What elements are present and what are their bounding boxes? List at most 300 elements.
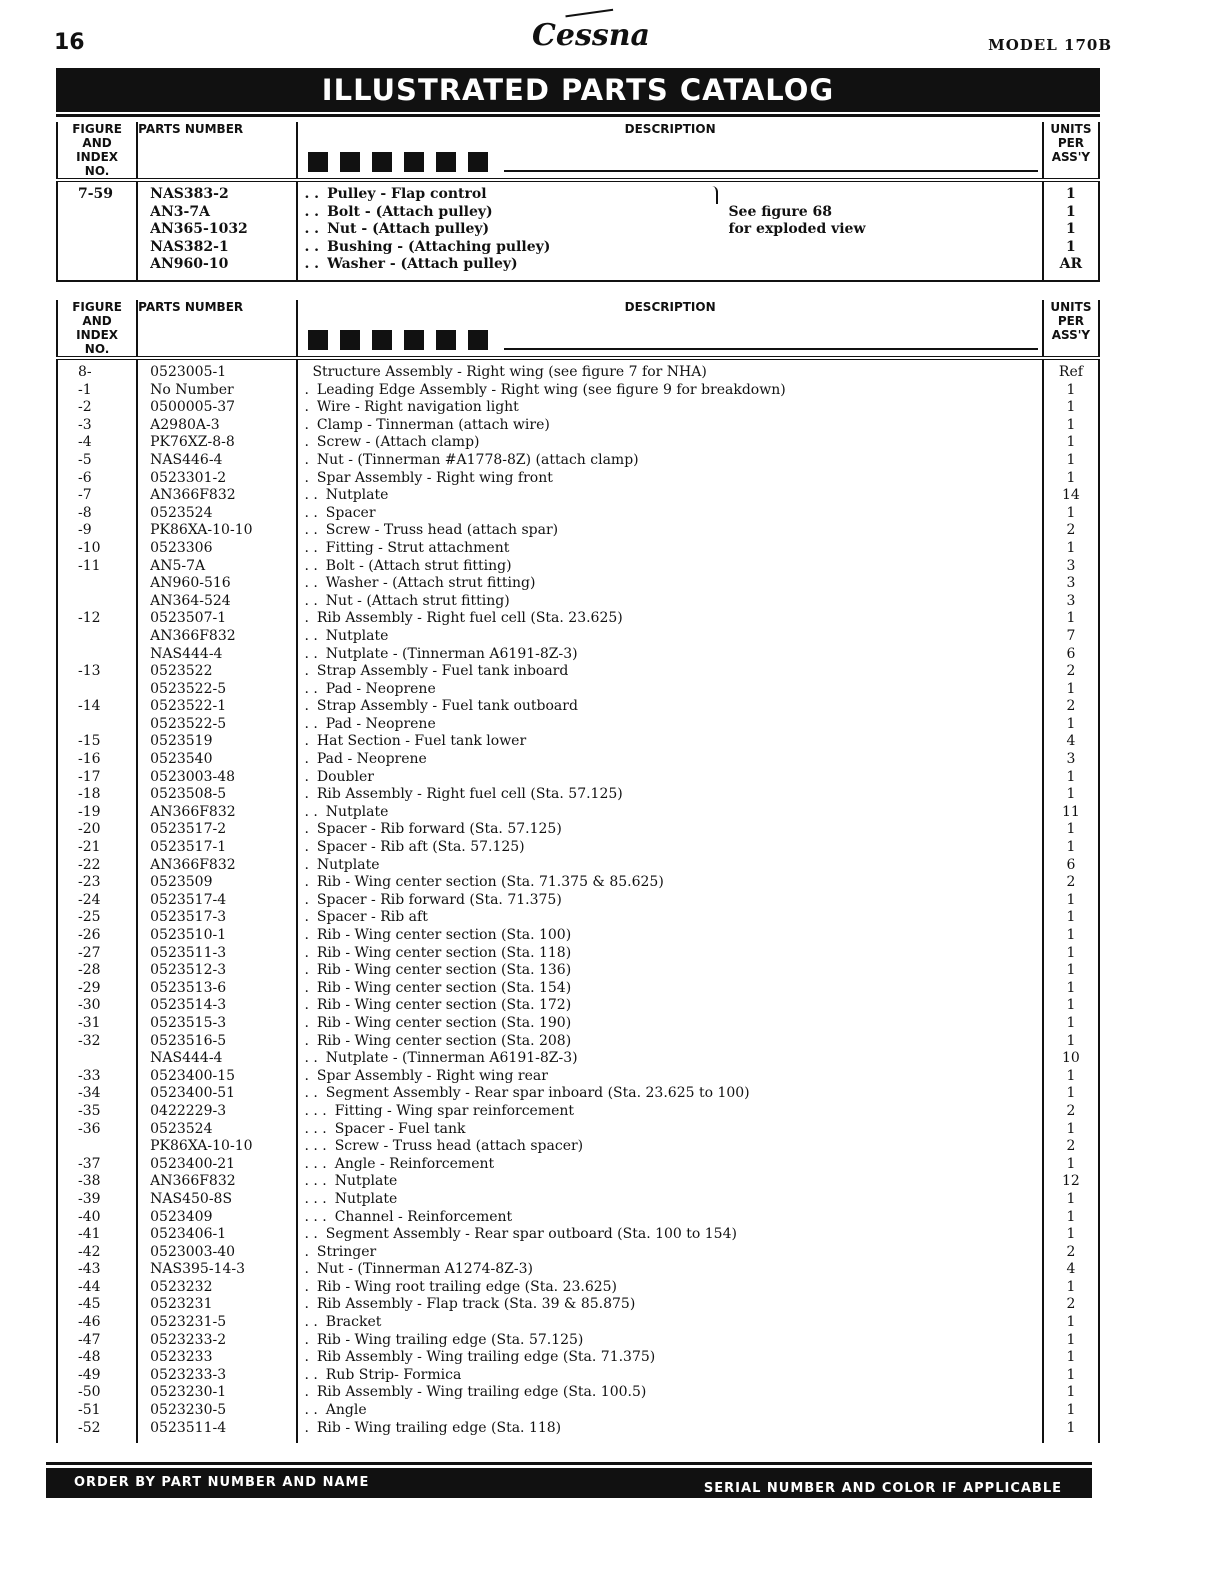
units-cell: 10 [1062,1050,1080,1067]
part-number-cell: 0523400-51 [150,1085,236,1102]
table-row [57,256,1099,281]
part-number-cell: AN366F832 [150,803,236,820]
part-number-cell: AN366F832 [150,487,236,504]
part-number-cell: 0523516-5 [150,1032,227,1049]
table-row [57,874,1099,892]
description-cell [297,204,1042,222]
indent-dots: . [304,1032,309,1049]
figure-index-cell: -23 [78,874,101,891]
description-cell [297,1173,1042,1191]
description-text: Fitting - Strut attachment [325,539,510,556]
header-units-per-assy: UNITS PER ASS'Y [1043,300,1099,358]
description-text: Nut - (Attach pulley) [327,221,490,238]
indent-dots: . [304,399,309,416]
indent-dots: . . . [304,1138,327,1155]
units-cell: 3 [1066,592,1076,609]
indent-dots: . . [304,557,318,574]
indent-dots: . . [304,504,318,521]
description-cell [297,733,1042,751]
part-number-cell: AN365-1032 [150,221,248,238]
table-row [57,1314,1099,1332]
figure-index-cell: -28 [78,962,101,979]
units-cell: 3 [1066,557,1076,574]
figure-index-cell [57,239,137,257]
figure-index-cell: -21 [78,839,101,856]
description-text: Fitting - Wing spar reinforcement [334,1102,575,1119]
header-units-per-assy: UNITS PER ASS'Y [1043,122,1099,180]
part-number-cell: 0523508-5 [150,786,227,803]
description-text: Rib Assembly - Right fuel cell (Sta. 23.625) [316,610,623,627]
part-number-cell: AN3-7A [150,203,210,220]
units-cell: 1 [1066,203,1076,220]
part-number-cell: 0523522-1 [150,698,227,715]
table-row [57,997,1099,1015]
part-number-cell: NAS382-1 [150,238,229,255]
table-row [57,786,1099,804]
indent-dots: . . [304,487,318,504]
description-text: Rib - Wing center section (Sta. 190) [316,1014,572,1031]
description-cell [297,751,1042,769]
description-cell [297,997,1042,1015]
description-cell [297,874,1042,892]
figure-index-cell: -46 [78,1314,101,1331]
table-row [57,1121,1099,1139]
description-cell [297,1191,1042,1209]
figure-index-cell: -47 [78,1331,101,1348]
part-number-cell: 0523517-2 [150,821,227,838]
part-number-cell: PK76XZ-8-8 [150,434,235,451]
table-row [57,1173,1099,1191]
description-cell [297,1138,1042,1156]
units-cell: 2 [1066,874,1076,891]
units-cell: 1 [1066,1314,1076,1331]
figure-index-cell [57,1138,137,1156]
units-cell: 2 [1066,663,1076,680]
description-cell [297,593,1042,611]
table-row [57,239,1099,257]
description-text: Bracket [325,1314,382,1331]
indent-dots: . [304,909,309,926]
indent-dots: . . [304,1402,318,1419]
units-cell: 1 [1066,839,1076,856]
indent-dots: . [304,733,309,750]
units-cell: 1 [1066,979,1076,996]
figure-index-cell: -40 [78,1208,101,1225]
indent-dots: . . [304,238,320,255]
page-number: 16 [54,30,85,55]
units-cell: 1 [1066,221,1076,238]
part-number-cell: 0523400-15 [150,1067,236,1084]
table-row [57,1050,1099,1068]
part-number-cell: 0523540 [150,751,213,768]
figure-index-cell: -8 [78,504,92,521]
description-text: Bolt - (Attach strut fitting) [325,557,512,574]
indent-dots: . [304,927,309,943]
header-description: DESCRIPTION [297,300,1042,358]
order-instructions-footer [46,1468,1092,1498]
description-cell [297,892,1042,910]
part-number-cell: 0523406-1 [150,1226,227,1243]
description-cell [297,221,1042,239]
table-row [57,522,1099,540]
figure-index-cell: -29 [78,979,101,996]
units-cell: 1 [1066,680,1076,697]
table-row [57,1191,1099,1209]
indent-dots: . . [304,1314,318,1331]
indent-level-bars [308,330,1038,350]
units-cell: 2 [1066,698,1076,715]
part-number-cell: AN366F832 [150,856,236,873]
table-row [57,980,1099,998]
figure-index-cell: -18 [78,786,101,803]
figure-index-cell: -15 [78,733,101,750]
table-row [57,804,1099,822]
table-row [57,839,1099,857]
description-cell [297,1244,1042,1262]
description-text: Rib - Wing root trailing edge (Sta. 23.625) [316,1278,618,1295]
table-row [57,505,1099,523]
units-cell: 1 [1066,186,1076,202]
units-cell: 1 [1066,381,1076,398]
description-cell [297,256,1042,281]
figure-index-cell: -22 [78,856,101,873]
indent-dots: . . [304,1226,318,1243]
description-cell [297,909,1042,927]
indent-dots: . [304,1384,309,1401]
description-cell [297,382,1042,400]
part-number-cell: 0523306 [150,539,213,556]
indent-dots: . [304,1296,309,1313]
description-text: Nutplate [334,1173,398,1190]
part-number-cell: 0523301-2 [150,469,227,486]
part-number-cell: 0523400-21 [150,1155,236,1172]
description-text: Leading Edge Assembly - Right wing (see figure 9 for breakdown) [316,381,786,398]
table-row [57,221,1099,239]
table-row [57,1244,1099,1262]
indent-dots: . . [304,203,320,220]
part-number-cell: 0523519 [150,733,213,750]
indent-dots: . . [304,575,318,592]
units-cell: 2 [1066,1296,1076,1313]
indent-dots: . . . [304,1190,327,1207]
part-number-cell: 0523233 [150,1349,213,1366]
indent-dots: . . [304,186,320,202]
description-text: Rib - Wing center section (Sta. 172) [316,997,572,1014]
description-text: Bushing - (Attaching pulley) [327,238,551,255]
parts-table-figure-8 [56,300,1100,1443]
table-row [57,857,1099,875]
part-number-cell: AN366F832 [150,627,236,644]
units-cell: 1 [1066,962,1076,979]
figure-index-cell: -33 [78,1067,101,1084]
units-cell: 6 [1066,645,1076,662]
description-cell [297,681,1042,699]
description-cell [297,1050,1042,1068]
description-text: Rib - Wing trailing edge (Sta. 57.125) [316,1331,584,1348]
figure-index-cell: -32 [78,1032,101,1049]
indent-dots: . . [304,1050,318,1067]
description-text: Stringer [316,1243,377,1260]
indent-dots: . . [304,592,318,609]
table-row [57,610,1099,628]
description-text: Pad - Neoprene [316,751,427,768]
indent-dots: . . [304,803,318,820]
units-cell: Ref [1058,364,1083,380]
figure-index-cell: -13 [78,663,101,680]
description-cell [297,434,1042,452]
indent-dots: . [304,381,309,398]
figure-index-cell: -45 [78,1296,101,1313]
units-cell: 1 [1066,944,1076,961]
footer-left-text: ORDER BY PART NUMBER AND NAME [74,1475,370,1490]
units-cell: 1 [1066,909,1076,926]
figure-index-cell: -19 [78,803,101,820]
indent-dots: . . [304,539,318,556]
description-cell [297,945,1042,963]
description-cell [297,1121,1042,1139]
units-cell: 2 [1066,1138,1076,1155]
table-row [57,1384,1099,1402]
description-text: Washer - (Attach strut fitting) [325,575,536,592]
part-number-cell: 0523511-4 [150,1419,227,1436]
table-row [57,646,1099,664]
indent-dots: . [304,1349,309,1366]
indent-dots: . [304,1014,309,1031]
description-cell [297,1103,1042,1121]
indent-dots: . [304,469,309,486]
description-cell [297,1367,1042,1385]
description-cell [297,962,1042,980]
description-text: Nut - (Tinnerman A1274-8Z-3) [316,1261,533,1278]
table-row [57,1085,1099,1103]
part-number-cell: PK86XA-10-10 [150,1138,253,1155]
units-cell: 4 [1066,733,1076,750]
description-text: Channel - Reinforcement [334,1208,513,1225]
description-cell [297,522,1042,540]
units-cell: 3 [1066,751,1076,768]
description-cell [297,646,1042,664]
indent-dots: . . . [304,1208,327,1225]
header-figure-index: FIGURE AND INDEX NO. [57,122,137,180]
figure-index-cell [57,681,137,699]
units-cell: 1 [1066,539,1076,556]
indent-dots: . [304,786,309,803]
description-text: Spar Assembly - Right wing front [316,469,553,486]
part-number-cell: 0523231-5 [150,1314,227,1331]
description-text: Wire - Right navigation light [316,399,519,416]
units-cell: 1 [1066,1226,1076,1243]
part-number-cell: No Number [150,381,234,398]
figure-index-cell: -26 [78,927,101,943]
part-number-cell: 0523003-40 [150,1243,236,1260]
part-number-cell: 0523515-3 [150,1014,227,1031]
figure-index-cell: -42 [78,1243,101,1260]
catalog-banner: ILLUSTRATED PARTS CATALOG [56,68,1100,112]
indent-dots: . . [304,522,318,539]
description-cell [297,1384,1042,1402]
units-cell: 14 [1062,487,1080,504]
part-number-cell: 0523409 [150,1208,213,1225]
figure-index-cell: -34 [78,1085,101,1102]
table-row [57,769,1099,787]
description-cell [297,821,1042,839]
part-number-cell: NAS395-14-3 [150,1261,245,1278]
table-row [57,1033,1099,1051]
figure-index-cell: -37 [78,1155,101,1172]
description-text: Hat Section - Fuel tank lower [316,733,527,750]
description-cell [297,1226,1042,1244]
description-text: Spacer - Rib aft (Sta. 57.125) [316,839,525,856]
description-cell [297,1420,1042,1444]
footer-rule [46,1462,1092,1465]
indent-dots: . [304,962,309,979]
indent-dots: . . [304,715,318,732]
units-cell: 1 [1066,821,1076,838]
part-number-cell: AN5-7A [150,557,206,574]
units-cell: 1 [1066,1366,1076,1383]
part-number-cell: 0523522-5 [150,715,227,732]
description-cell [297,628,1042,646]
table-row [57,663,1099,681]
units-cell: 1 [1066,768,1076,785]
figure-index-cell: -6 [78,469,92,486]
table-row [57,558,1099,576]
description-cell [297,1279,1042,1297]
header-description: DESCRIPTION [297,122,1042,180]
units-cell: 4 [1066,1261,1076,1278]
indent-dots: . . [304,645,318,662]
units-cell: 1 [1066,1085,1076,1102]
table-row [57,1349,1099,1367]
description-cell [297,927,1042,945]
description-text: Nut - (Tinnerman #A1778-8Z) (attach clamp) [316,451,639,468]
indent-dots: . [304,416,309,433]
figure-index-cell: -48 [78,1349,101,1366]
part-number-cell: AN960-516 [150,575,231,592]
description-text: Screw - Truss head (attach spar) [325,522,559,539]
description-text: Spacer - Rib forward (Sta. 71.375) [316,891,562,908]
description-text: Nut - (Attach strut fitting) [325,592,510,609]
grouping-brace [708,186,718,204]
units-cell: 1 [1066,927,1076,943]
table-row [57,1156,1099,1174]
part-number-cell: 0523522-5 [150,680,227,697]
description-cell [297,1209,1042,1227]
part-number-cell: 0523522 [150,663,213,680]
table-row [57,1226,1099,1244]
description-text: Screw - Truss head (attach spacer) [334,1138,584,1155]
units-cell: 1 [1066,1032,1076,1049]
part-number-cell: 0523509 [150,874,213,891]
table-row [57,1068,1099,1086]
part-number-cell: 0422229-3 [150,1102,227,1119]
header-parts-number: PARTS NUMBER [137,122,297,180]
units-cell: 6 [1066,856,1076,873]
indent-dots: . . [304,627,318,644]
figure-index-cell: -31 [78,1014,101,1031]
description-text: Spacer - Rib forward (Sta. 57.125) [316,821,562,838]
description-text: Rub Strip- Formica [325,1366,462,1383]
units-cell: 1 [1066,451,1076,468]
description-text: Rib Assembly - Right fuel cell (Sta. 57.125) [316,786,623,803]
table-row [57,593,1099,611]
part-number-cell: 0523513-6 [150,979,227,996]
part-number-cell: 0523517-4 [150,891,227,908]
units-cell: 2 [1066,522,1076,539]
figure-index-cell: -3 [78,416,92,433]
units-cell: 1 [1066,1014,1076,1031]
description-text: Structure Assembly - Right wing (see figure 7 for NHA) [312,364,707,380]
description-text: Nutplate [325,627,389,644]
description-text: Nutplate [325,487,389,504]
units-cell: 1 [1066,1155,1076,1172]
description-text: Rib Assembly - Wing trailing edge (Sta. 71.375) [316,1349,656,1366]
description-cell [297,540,1042,558]
indent-dots: . [304,821,309,838]
indent-dots: . . [304,1366,318,1383]
description-text: Spacer - Rib aft [316,909,428,926]
table-row [57,751,1099,769]
part-number-cell: AN364-524 [150,592,231,609]
units-cell: 1 [1066,610,1076,627]
units-cell: 1 [1066,1419,1076,1436]
figure-index-cell: -1 [78,381,92,398]
table-row [57,892,1099,910]
units-cell: 1 [1066,238,1076,255]
part-number-cell: AN366F832 [150,1173,236,1190]
description-text: Rib - Wing center section (Sta. 136) [316,962,572,979]
figure-index-cell: -51 [78,1402,101,1419]
indent-dots: . . [304,680,318,697]
description-text: Rib Assembly - Wing trailing edge (Sta. 100.5) [316,1384,647,1401]
figure-index-cell: -39 [78,1190,101,1207]
part-number-cell: 0523233-3 [150,1366,227,1383]
table-row [57,927,1099,945]
table-row [57,1015,1099,1033]
description-cell [297,786,1042,804]
description-text: Spacer [325,504,376,521]
indent-dots: . . [304,221,320,238]
figure-index-cell: -11 [78,557,101,574]
part-number-cell: 0523005-1 [150,364,227,380]
description-cell [297,399,1042,417]
description-cell [297,575,1042,593]
exploded-view-note: for exploded view [728,221,866,238]
part-number-cell: 0523524 [150,1120,213,1137]
indent-dots: . [304,768,309,785]
description-cell [297,804,1042,822]
figure-index-cell: -7 [78,487,92,504]
description-text: Segment Assembly - Rear spar outboard (Sta. 100 to 154) [325,1226,737,1243]
description-cell [297,1296,1042,1314]
description-text: Nutplate [325,803,389,820]
table-row [57,358,1099,382]
figure-index-cell: -30 [78,997,101,1014]
description-text: Pad - Neoprene [325,715,436,732]
indent-dots: . . [304,256,320,273]
table-row [57,382,1099,400]
table-row [57,1367,1099,1385]
table-row [57,1261,1099,1279]
indent-dots: . [304,610,309,627]
description-text: Pulley - Flap control [327,186,487,202]
description-text: Rib - Wing center section (Sta. 154) [316,979,572,996]
description-cell [297,487,1042,505]
description-text: Rib - Wing center section (Sta. 100) [316,927,572,943]
indent-dots: . [304,1243,309,1260]
description-cell [297,857,1042,875]
description-cell [297,180,1042,204]
